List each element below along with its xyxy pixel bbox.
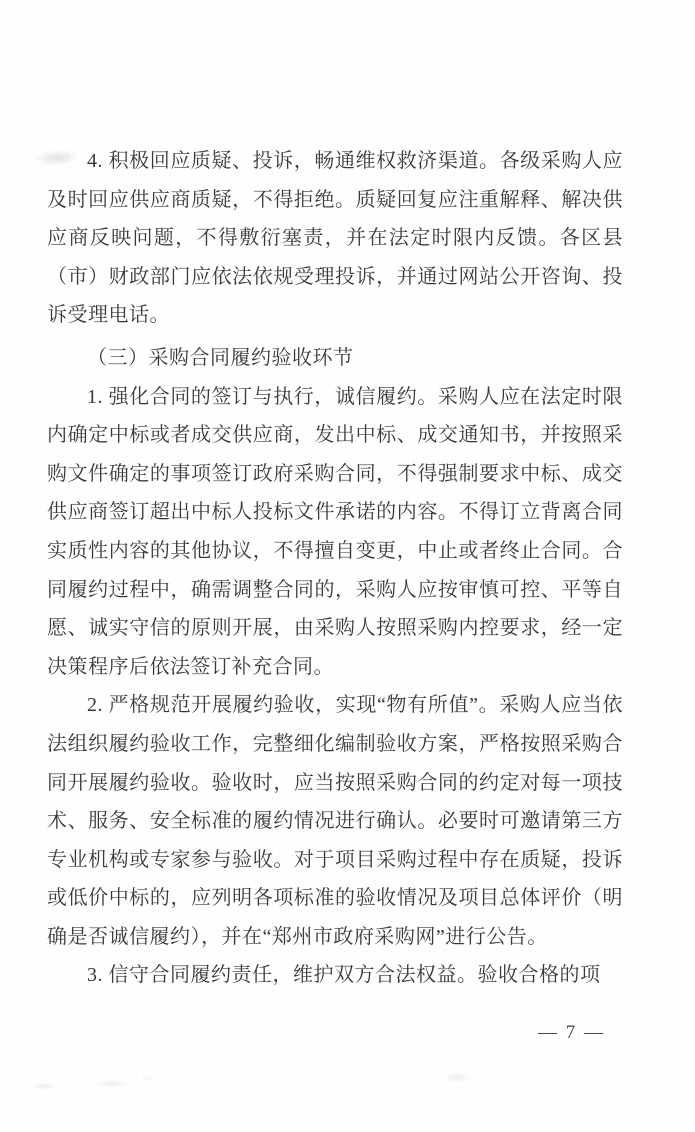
paragraph-item-1: 1. 强化合同的签订与执行，诚信履约。采购人应在法定时限内确定中标或者成交供应商，发出中标、成交通知书，并按照采购文件确定的事项签订政府采购合同，不得强制要求中标、成交供应商签订超出中标人投标文件承诺的内容。不得订立背离合同实质性内容的其他协议，不得擅自变更，中止或者终止合同。合同履约过程中，确需调整合同的，采购人应按审慎可控、平等自愿、诚实守信的原则开展，由采购人按照采购内控要求，经一定决策程序后依法签订补充合同。 xyxy=(47,385,623,678)
document-body xyxy=(47,142,623,995)
scan-artifact xyxy=(14,1068,164,1094)
section-heading-contract-acceptance: （三）采购合同履约验收环节 xyxy=(87,346,354,369)
page-number: — 7 — xyxy=(538,1022,605,1043)
paragraph-item-2: 2. 严格规范开展履约验收，实现“物有所值”。采购人应当依法组织履约验收工作，完整细化编制验收方案，严格按照采购合同开展履约验收。验收时，应当按照采购合同的约定对每一项技术、服务、安全标准的履约情况进行确认。必要时可邀请第三方专业机构或专家参与验收。对于项目采购过程中存在质疑，投诉或低价中标的，应列明各项标准的验收情况及项目总体评价（明确是否诚信履约），并在“郑州市政府采购网”进行公告。 xyxy=(47,694,623,948)
scan-artifact xyxy=(428,1062,488,1090)
paragraph-item-3: 3. 信守合同履约责任，维护双方合法权益。验收合格的项 xyxy=(87,964,601,987)
paragraph-item-4: 4. 积极回应质疑、投诉，畅通维权救济渠道。各级采购人应及时回应供应商质疑，不得拒绝。质疑回复应注重解释、解决供应商反映问题，不得敷衍塞责，并在法定时限内反馈。各区县（市）财政部门应依法依规受理投诉，并通过网站公开咨询、投诉受理电话。 xyxy=(47,150,623,327)
